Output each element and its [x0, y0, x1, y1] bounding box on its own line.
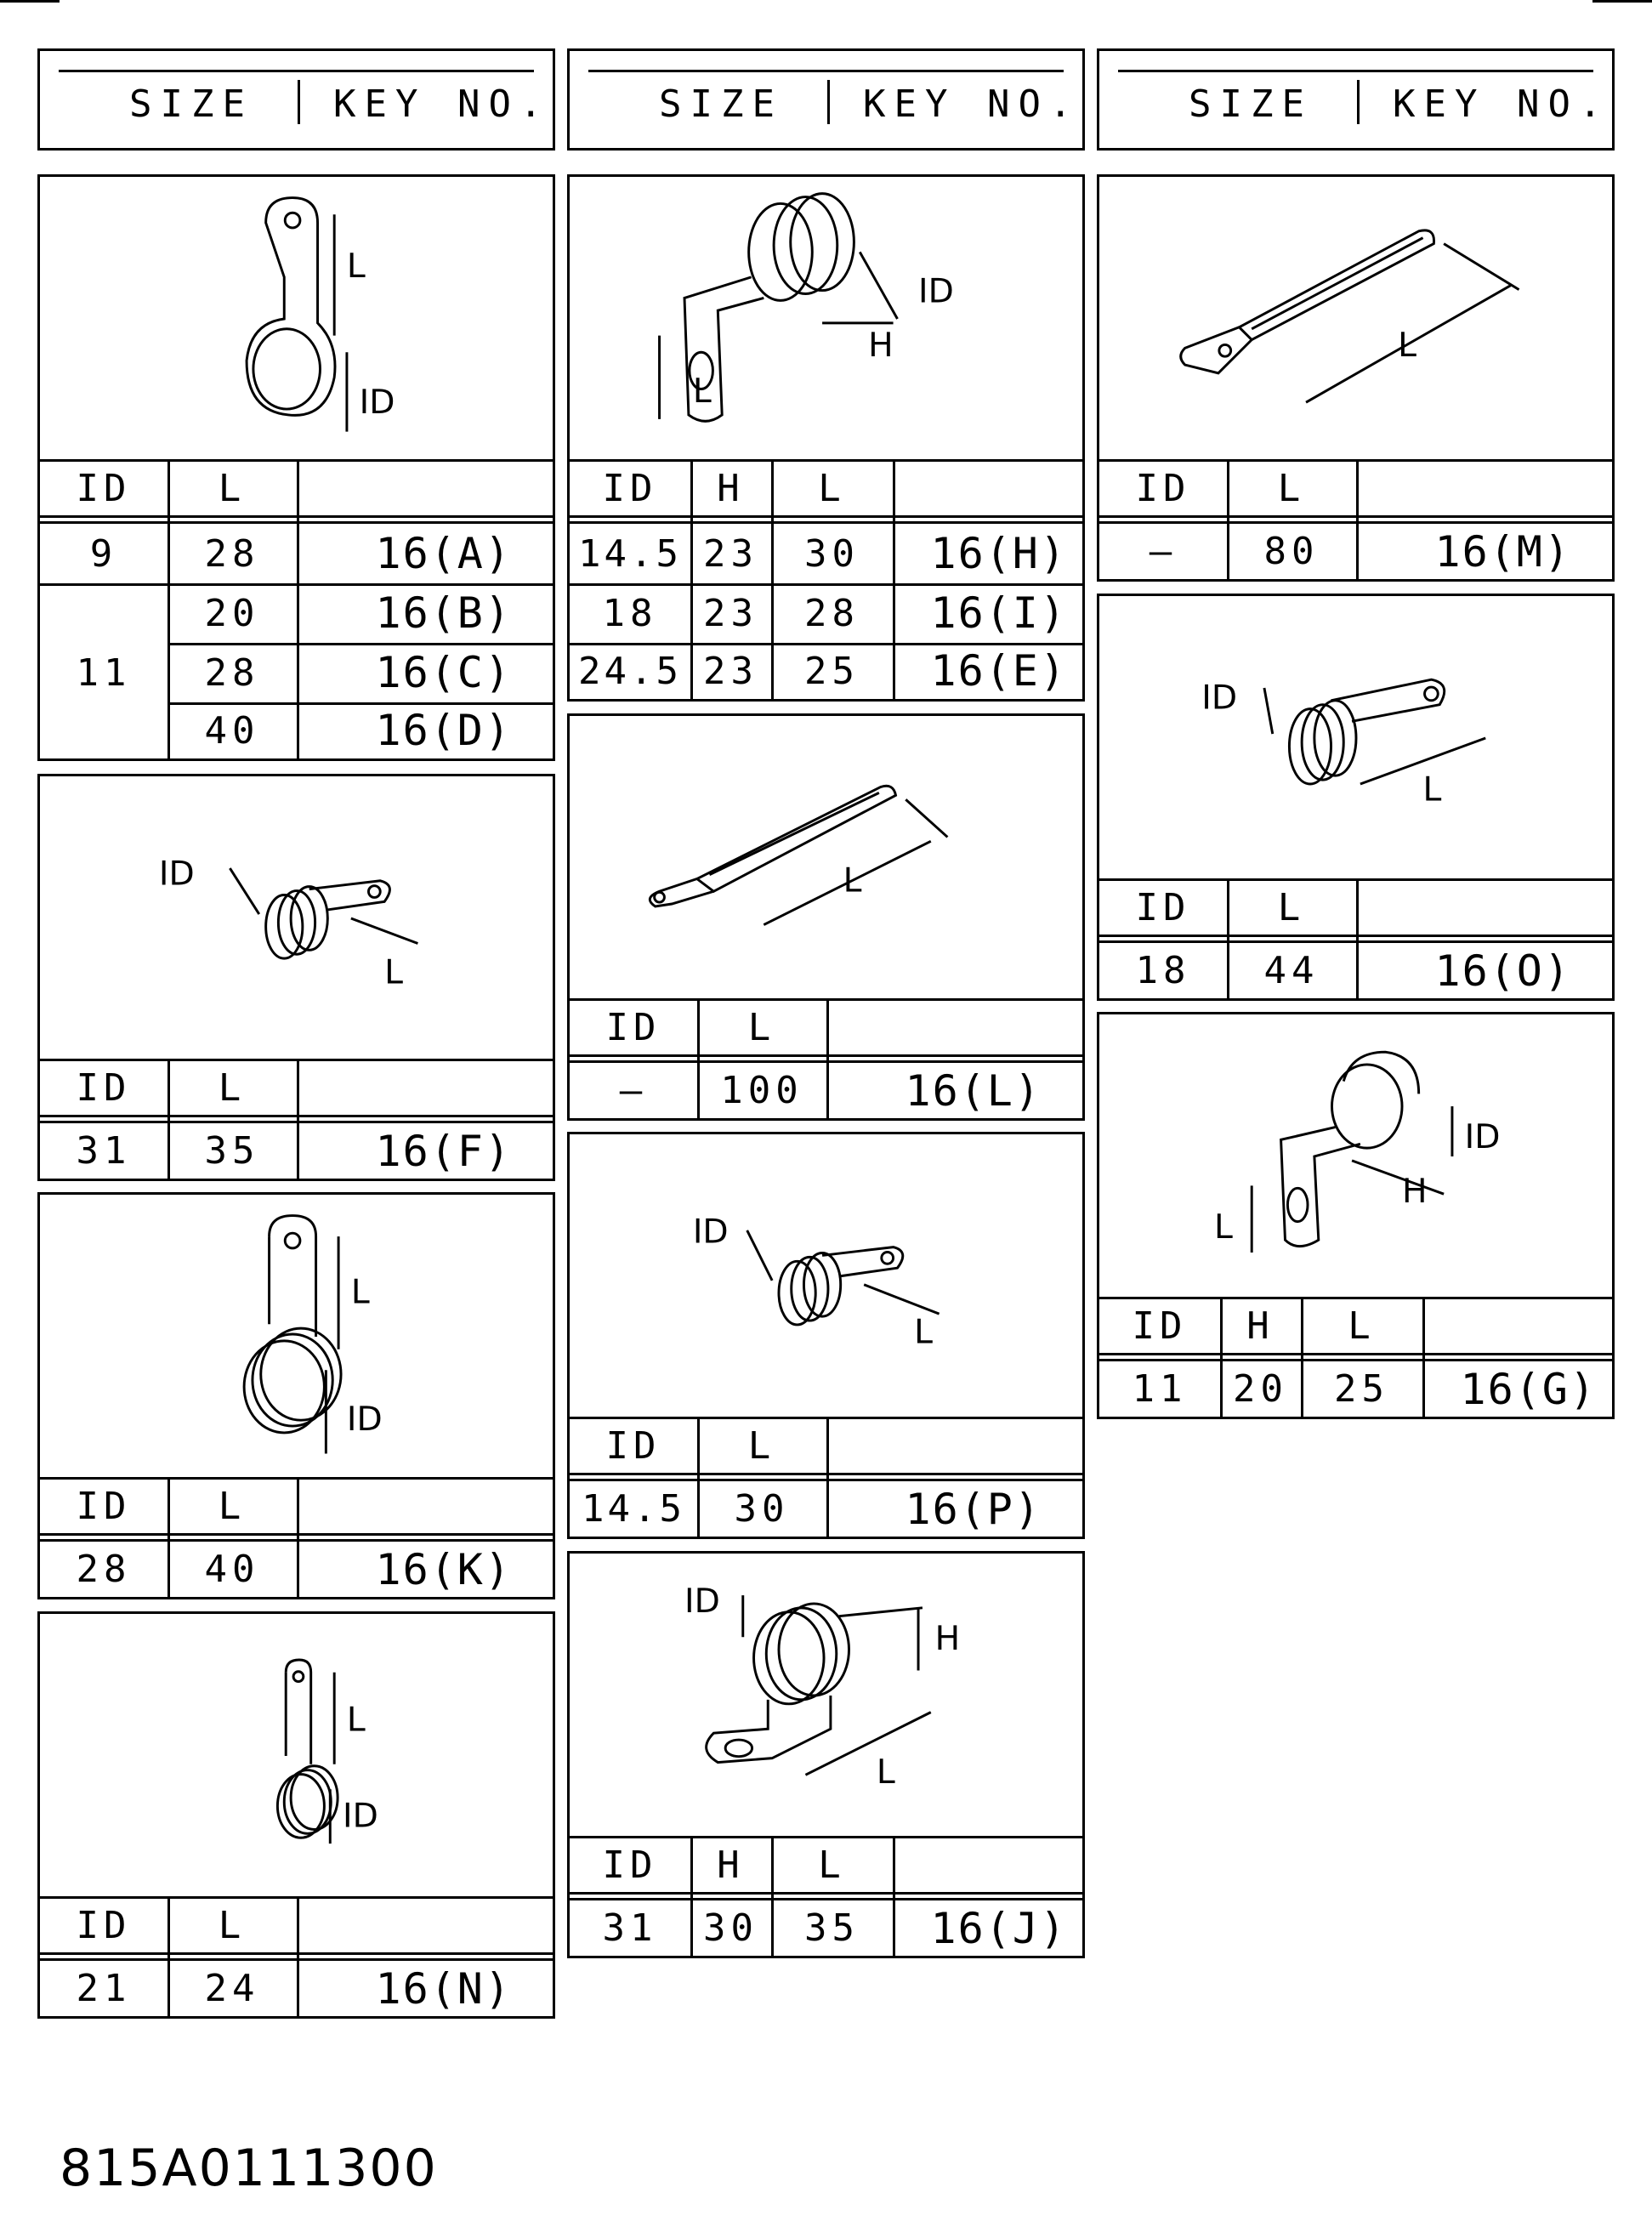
dim-l: L [692, 372, 712, 412]
top-right-mark [1592, 0, 1652, 3]
col-head-l: L [747, 1006, 776, 1049]
col-head-l: L [1277, 886, 1306, 929]
cell-key: 16(J) [930, 1903, 1067, 1953]
col-head-h: H [1246, 1304, 1274, 1348]
col-head-id: ID [605, 1424, 661, 1468]
cell-key: 16(F) [375, 1126, 512, 1176]
cell-key: 16(K) [375, 1544, 512, 1594]
col-head-l: L [1348, 1304, 1376, 1348]
cell-l: 30 [804, 531, 860, 576]
dim-l: L [346, 247, 366, 286]
cell-l: 35 [204, 1129, 260, 1173]
figure-p-clip [37, 174, 555, 462]
figure-saddle-clamp-cushion [567, 174, 1085, 462]
dim-l: L [1214, 1208, 1233, 1247]
dim-l: L [843, 861, 862, 900]
col-head-id: ID [76, 467, 132, 510]
key-label: KEY NO. [1393, 82, 1610, 126]
cell-l: 24 [204, 1967, 260, 2010]
col-head-id: ID [1132, 1304, 1188, 1348]
cell-l: 28 [804, 591, 860, 635]
cell-l: 20 [204, 591, 260, 635]
cell-l: 44 [1263, 949, 1320, 992]
dim-l: L [1398, 327, 1416, 366]
col-head-l: L [218, 467, 247, 510]
table-16p [567, 1419, 1085, 1539]
drawing-code: 815A0111300 [60, 2139, 438, 2198]
cell-h: 30 [703, 1906, 758, 1950]
cushion-clip-medium-drawing [1099, 596, 1612, 878]
top-left-mark [0, 0, 60, 3]
cell-h: 23 [703, 649, 758, 693]
dim-id: ID [692, 1213, 729, 1252]
col-head-h: H [717, 1844, 745, 1887]
col-head-l: L [218, 1485, 247, 1528]
cell-l: 40 [204, 708, 260, 753]
col-head-id: ID [1135, 467, 1191, 510]
table-16j [567, 1838, 1085, 1958]
col-head-h: H [717, 467, 745, 510]
cell-id: 14.5 [582, 1487, 685, 1531]
table-16g [1097, 1299, 1615, 1419]
cell-id: — [1149, 530, 1178, 573]
dim-h: H [1402, 1173, 1428, 1212]
cell-key: 16(M) [1434, 526, 1571, 577]
cell-l: 80 [1263, 530, 1320, 573]
dim-id: ID [158, 855, 195, 894]
key-label: KEY NO. [863, 82, 1081, 126]
cell-id: 24.5 [578, 649, 682, 693]
size-label: SIZE [1189, 82, 1313, 126]
dim-id: ID [1201, 679, 1238, 718]
p-clip-cushion-drawing [40, 1195, 553, 1477]
size-label: SIZE [129, 82, 253, 126]
cell-l: 35 [804, 1906, 860, 1950]
strap-short-drawing [1099, 177, 1612, 459]
figure-cushion-clip-p [567, 1132, 1085, 1419]
cell-id: 9 [89, 531, 118, 576]
col-head-id: ID [1135, 886, 1191, 929]
cell-l: 40 [204, 1548, 260, 1591]
col-head-id: ID [76, 1066, 132, 1110]
dim-id: ID [359, 383, 395, 422]
cell-l: 28 [204, 650, 260, 695]
col-head-id: ID [76, 1904, 132, 1947]
cell-l: 30 [734, 1487, 790, 1531]
table-16f [37, 1061, 555, 1181]
table-16o [1097, 881, 1615, 1001]
cell-id: 31 [602, 1906, 658, 1950]
cell-l: 100 [720, 1069, 803, 1112]
figure-p-clip-n [37, 1611, 555, 1899]
dim-id: ID [346, 1400, 383, 1439]
cell-key: 16(C) [375, 648, 512, 697]
cell-key: 16(I) [930, 588, 1067, 638]
header-col2 [567, 48, 1085, 151]
saddle-cushion-drawing [570, 1554, 1082, 1836]
saddle-clamp-cushion-drawing [570, 177, 1082, 459]
dim-id: ID [918, 272, 954, 311]
cell-id: 18 [1135, 949, 1191, 992]
key-label: KEY NO. [333, 82, 551, 126]
cell-key: 16(N) [375, 1963, 512, 2014]
figure-p-clip-k [37, 1192, 555, 1480]
cell-key: 16(P) [905, 1484, 1042, 1534]
figure-saddle-cushion [567, 1551, 1085, 1838]
cell-h: 20 [1233, 1367, 1288, 1411]
dim-l: L [1422, 770, 1442, 810]
header-col3 [1097, 48, 1615, 151]
dim-h: H [934, 1619, 961, 1658]
table-16n [37, 1899, 555, 2019]
header-col1 [37, 48, 555, 151]
cell-id: — [619, 1069, 648, 1112]
col-head-l: L [818, 1844, 846, 1887]
p-clip-drawing [40, 177, 553, 459]
col-head-id: ID [602, 1844, 658, 1887]
cell-id: 18 [602, 591, 658, 635]
cell-key: 16(G) [1460, 1364, 1597, 1414]
cell-key: 16(B) [375, 588, 512, 638]
col-head-l: L [747, 1424, 776, 1468]
dim-id: ID [684, 1582, 720, 1621]
cell-key: 16(O) [1434, 946, 1571, 996]
cell-h: 23 [703, 531, 758, 576]
col-head-l: L [218, 1066, 247, 1110]
cell-key: 16(D) [375, 706, 512, 755]
cell-key: 16(E) [930, 646, 1067, 696]
col-head-id: ID [605, 1006, 661, 1049]
col-head-id: ID [602, 467, 658, 510]
col-head-l: L [1277, 467, 1306, 510]
col-head-l: L [818, 467, 846, 510]
cell-id: 21 [76, 1967, 132, 2010]
cell-l: 28 [204, 531, 260, 576]
dim-h: H [868, 327, 894, 366]
saddle-clamp-drawing [1099, 1014, 1612, 1297]
cell-id: 28 [76, 1548, 132, 1591]
cell-id: 11 [1132, 1367, 1188, 1411]
dim-l: L [350, 1273, 370, 1312]
cell-key: 16(H) [930, 529, 1067, 578]
table-16l [567, 1001, 1085, 1121]
cushion-clip-drawing [570, 1134, 1082, 1417]
cell-id: 11 [76, 650, 132, 695]
cell-key: 16(L) [905, 1065, 1042, 1116]
table-16h-i-e [567, 462, 1085, 702]
dim-id: ID [343, 1797, 378, 1836]
col-head-id: ID [76, 1485, 132, 1528]
dim-l: L [384, 953, 404, 992]
strap-drawing [570, 716, 1082, 998]
dim-l: L [346, 1701, 366, 1740]
table-16k [37, 1480, 555, 1599]
cell-h: 23 [703, 591, 758, 635]
p-clip-cushion-small-drawing [40, 1614, 553, 1896]
figure-saddle-clamp [1097, 1012, 1615, 1299]
figure-cushion-clip-o [1097, 594, 1615, 881]
dim-l: L [876, 1753, 895, 1792]
cushion-clip-drawing [40, 776, 553, 1059]
cell-id: 31 [76, 1129, 132, 1173]
cell-id: 14.5 [578, 531, 682, 576]
col-head-l: L [218, 1904, 247, 1947]
figure-strap-short [1097, 174, 1615, 462]
dim-l: L [914, 1313, 934, 1352]
figure-strap [567, 713, 1085, 1001]
table-16a-d [37, 462, 555, 761]
table-16m [1097, 462, 1615, 582]
figure-cushion-clip-f [37, 774, 555, 1061]
cell-l: 25 [1334, 1367, 1389, 1411]
cell-key: 16(A) [375, 529, 512, 578]
size-label: SIZE [659, 82, 783, 126]
cell-l: 25 [804, 649, 860, 693]
dim-id: ID [1464, 1118, 1501, 1157]
